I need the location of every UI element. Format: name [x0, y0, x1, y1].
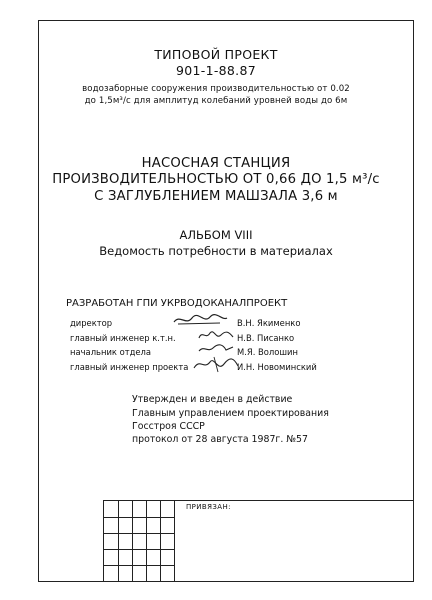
series-line-2: до 1,5м³/с для амплитуд колебаний уровней воды до 6м — [84, 96, 348, 106]
project-type: ТИПОВОЙ ПРОЕКТ — [154, 47, 278, 62]
approval-line-1: Утвержден и введен в действие — [132, 394, 293, 405]
signature-director — [170, 312, 230, 328]
album-subject: Ведомость потребности в материалах — [99, 244, 333, 258]
stamp-column-line — [132, 501, 133, 582]
staff-role-director: директор — [70, 318, 113, 328]
staff-role-project-engineer: главный инженер проекта — [70, 362, 189, 372]
staff-role-chief-engineer: главный инженер к.т.н. — [70, 333, 176, 343]
developer-label: РАЗРАБОТАН ГПИ УКРВОДОКАНАЛПРОЕКТ — [66, 298, 288, 309]
stamp-column-line — [146, 501, 147, 582]
stamp-label: ПРИВЯЗАН: — [186, 503, 231, 511]
staff-name-chief-engineer: Н.В. Писанко — [237, 333, 295, 343]
stamp-row-line — [104, 533, 174, 534]
stamp-row-line — [104, 565, 174, 566]
series-line-1: водозаборные сооружения производительностью от 0.02 — [82, 84, 350, 94]
stamp-row-line — [104, 549, 174, 550]
stamp-row-line — [104, 517, 174, 518]
signature-chief-engineer — [196, 328, 236, 342]
stamp-column-line — [118, 501, 119, 582]
title-line-1: НАСОСНАЯ СТАНЦИЯ — [141, 156, 291, 171]
staff-name-department-head: М.Я. Волошин — [237, 347, 298, 357]
stamp-column-line — [174, 501, 175, 582]
stamp-column-line — [160, 501, 161, 582]
approval-line-3: Госстроя СССР — [132, 421, 205, 432]
signature-project-engineer — [190, 354, 242, 374]
album-number: АЛЬБОМ VIII — [179, 228, 253, 242]
staff-name-project-engineer: И.Н. Новоминский — [237, 362, 317, 372]
binding-stamp-box — [103, 500, 413, 582]
approval-line-2: Главным управлением проектирования — [132, 408, 329, 419]
title-line-3: С ЗАГЛУБЛЕНИЕМ МАШЗАЛА 3,6 м — [94, 189, 338, 204]
approval-line-4: протокол от 28 августа 1987г. №57 — [132, 434, 308, 445]
project-number: 901-1-88.87 — [176, 63, 256, 78]
staff-name-director: В.Н. Якименко — [237, 318, 301, 328]
title-line-2: ПРОИЗВОДИТЕЛЬНОСТЬЮ ОТ 0,66 ДО 1,5 м³/с — [52, 172, 380, 187]
staff-role-department-head: начальник отдела — [70, 347, 152, 357]
